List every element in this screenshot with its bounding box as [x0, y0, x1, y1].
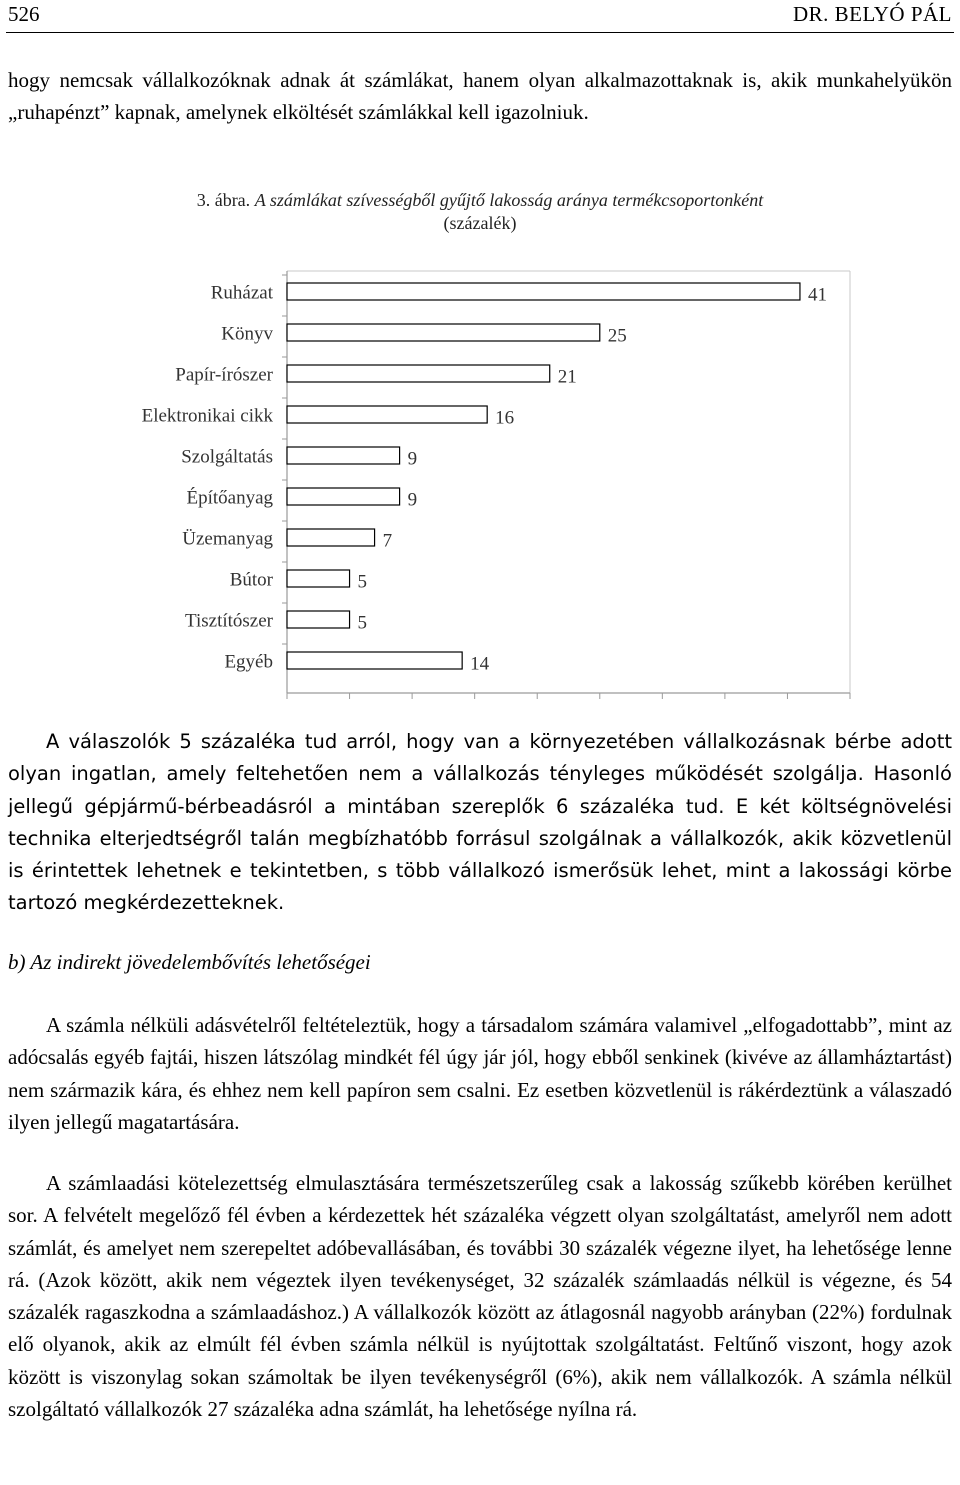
bar: [287, 652, 462, 669]
bar: [287, 365, 550, 382]
paragraph-intro: hogy nemcsak vállalkozóknak adnak át számlákat, hanem olyan alkalmazottaknak is, akik munkahelyükön „ruhapénzt” kapnak, amelynek elköltését számlákkal kell igazolniuk.: [8, 68, 952, 125]
category-label: Szolgáltatás: [181, 446, 273, 468]
data-label: 9: [407, 489, 418, 511]
category-label: Bútor: [229, 569, 273, 591]
bar-chart: [0, 262, 960, 702]
figure-label: 3. ábra.: [196, 190, 251, 210]
category-label: Könyv: [221, 323, 273, 345]
data-label: 9: [407, 448, 418, 470]
category-label: Papír-írószer: [175, 364, 273, 386]
category-label: Építőanyag: [186, 487, 273, 509]
data-label: 25: [607, 325, 627, 347]
category-label: Egyéb: [224, 651, 273, 673]
paragraph-invoice-obligation: A számlaadási kötelezettség elmulasztására természetszerűleg csak a lakosság szűkebb körében kerülhet sor. A felvételt megelőző fél évben a kérdezettek hét százaléka végzett olyan szolgáltatást, amelyről nem adott számlát, és amelyet nem szerepeltet adóbevallásában, és további 30 százalék végezne ilyet, ha lehetősége lenne rá. (Azok között, akik nem végeztek ilyen tevékenységet, 32 százalék számlaadás nélkül is végezne, és 54 százalék ragaszkodna a számlaadáshoz.) A vállalkozók között az átlagosnál nagyobb arányban (22%) fordulnak elő olyanok, akik az elmúlt fél évben számla nélkül is nyújtottak szolgáltatást. Feltűnő viszont, hogy azok között is viszonylag sokan számoltak be ilyen tevékenységről (6%), akik nem vállalkozók. A számla nélkül szolgáltató vállalkozók 27 százaléka adna számlát, ha lehetősége nyílna rá.: [8, 1171, 952, 1422]
bar: [287, 529, 375, 546]
running-head-author: DR. BELYÓ PÁL: [793, 2, 952, 26]
figure-subtitle: (százalék): [443, 213, 517, 233]
bar: [287, 570, 350, 587]
page-number: 526: [8, 2, 40, 26]
data-label: 41: [807, 284, 827, 306]
bar: [287, 611, 350, 628]
figure-caption: [0, 186, 960, 214]
data-label: 16: [495, 407, 515, 429]
page-header: [0, 0, 960, 34]
category-label: Elektronikai cikk: [141, 405, 273, 427]
data-label: 14: [470, 653, 490, 675]
category-label: Tisztítószer: [185, 610, 273, 632]
category-label: Üzemanyag: [182, 528, 273, 550]
header-rule: [6, 32, 954, 33]
bar: [287, 324, 600, 341]
paragraph-respondents: A válaszolók 5 százaléka tud arról, hogy van a környezetében vállalkozásnak bérbe adott olyan ingatlan, amely feltehetően nem a vállalkozás tényleges működését szolgálja. Hasonló jellegű gépjármű-bérbeadásról a mintában szereplők 6 százaléka tud. E két költségnövelési technika elterjedtségről talán megbízhatóbb forrásul szolgálnak a vállalkozók, akik közvetlenül is érintettek lehetnek e tekintetben, s több vállalkozó ismerősük lehet, mint a lakossági körbe tartozó megkérdezetteknek.: [8, 730, 952, 915]
subsection-heading: b) Az indirekt jövedelembővítés lehetőségei: [8, 950, 371, 974]
bar: [287, 488, 400, 505]
data-label: 5: [357, 612, 368, 634]
bar: [287, 283, 800, 300]
data-label: 5: [357, 571, 368, 593]
bar: [287, 406, 487, 423]
figure-title: A számlákat szívességből gyűjtő lakosság aránya termékcsoportonként: [254, 190, 764, 210]
paragraph-no-invoice: A számla nélküli adásvételről feltételeztük, hogy a társadalom számára valamivel „elfogadottabb”, mint az adócsalás egyéb fajtái, hiszen látszólag mindkét fél úgy jár jól, hogy ebből senkinek (kivéve az államháztartást) nem származik kára, és ehhez nem kell papíron sem csalni. Ez esetben közvetlenül is rákérdeztünk a válaszadó ilyen jellegű magatartására.: [8, 1013, 952, 1134]
data-label: 21: [557, 366, 577, 388]
data-label: 7: [382, 530, 393, 552]
bar: [287, 447, 400, 464]
category-label: Ruházat: [210, 282, 273, 304]
